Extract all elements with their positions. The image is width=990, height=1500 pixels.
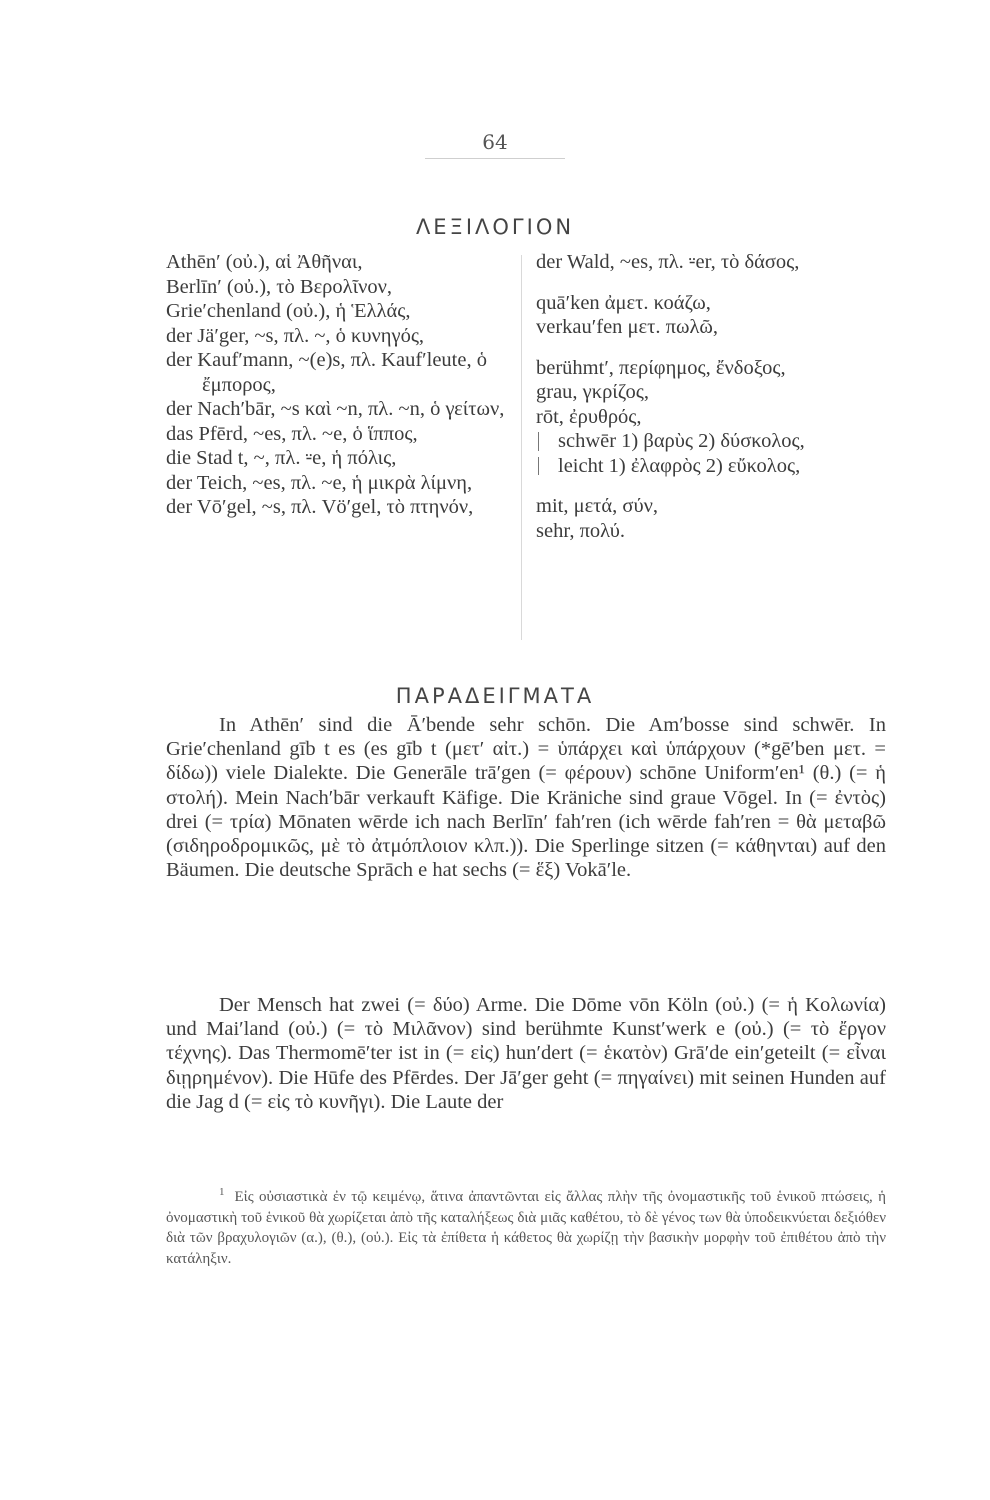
vocab-entry: rōt, ἐρυθρός, <box>536 405 642 428</box>
vocab-entry: der Vō′gel, ~s, πλ. Vö′gel, τὸ πτηνόν, <box>166 496 474 518</box>
example-paragraph: In Athēn′ sind die Ā′bende sehr schōn. Die Am′bosse sind schwēr. In Grie′chenland gīb t es (es gīb t (μετ′ αἰτ.) = ὑπάρχει καὶ ὑπάρχουν (*gē′ben μετ. = δίδω)) viele Dialekte. Die Generāle trā′gen (= φέρουν) schōne Uniform′en¹ (θ.) (= ἡ στολή). Mein Nach′bār verkauft Käfige. Die Kräniche sind graue Vōgel. In (= ἐντὸς) drei (= τρία) Mōnaten wērde ich nach Berlīn′ fah′ren (ich wērde fah′ren = θὰ μεταβῶ (σιδηροδρομικῶς, μὲ τὸ ἀτμόπλοιον κλπ.)). Die Sperlinge sitzen (= κάθηνται) auf den Bäumen. Die deutsche Sprāch e hat sechs (= ἕξ) Vokā′le. <box>166 714 886 882</box>
vocabulary-right-column <box>536 250 921 543</box>
column-divider <box>521 255 522 640</box>
examples-heading: ΠΑΡΑΔΕΙΓΜΑΤΑ <box>395 684 595 708</box>
vocabulary-left-column <box>166 250 511 520</box>
vocab-entry: Athēn′ (οὐ.), αἱ Ἀθῆναι, <box>166 251 363 273</box>
vocab-entry: schwēr 1) βαρὺς 2) δύσκολος, <box>536 429 921 454</box>
vocab-entry: die Stad t, ~, πλ. ⸚e, ἡ πόλις, <box>166 447 397 469</box>
lexicon-heading: ΛΕΞΙΛΟΓΙΟΝ <box>415 215 575 239</box>
vocab-entry: der Wald, ~es, πλ. ⸚er, τὸ δάσος, <box>536 251 800 273</box>
vocab-entry: der Nach′bār, ~s καὶ ~n, πλ. ~n, ὁ γείτων, <box>166 398 505 420</box>
vocab-entry: grau, γκρίζος, <box>536 381 650 403</box>
footnote-marker: 1 <box>219 1186 225 1198</box>
vocab-entry: berühmt′, περίφημος, ἔνδοξος, <box>536 356 786 379</box>
page-number: 64 <box>482 130 508 154</box>
footnote <box>166 1187 886 1269</box>
vocab-entry: das Pfērd, ~es, πλ. ~e, ὁ ἵππος, <box>166 422 418 445</box>
vocab-entry: mit, μετά, σύν, <box>536 495 659 517</box>
vocab-entry: der Teich, ~es, πλ. ~e, ἡ μικρὰ λίμνη, <box>166 471 473 494</box>
header-rule <box>425 158 565 159</box>
vocab-entry: Berlīn′ (οὐ.), τὸ Βερολῖνον, <box>166 275 393 298</box>
vocab-entry: Grie′chenland (οὐ.), ἡ Ἑλλάς, <box>166 300 411 322</box>
footnote-text: Εἰς οὐσιαστικὰ ἐν τῷ κειμένῳ, ἅτινα ἀπαντῶνται εἰς ἄλλας πλὴν τῆς ὀνομαστικῆς τοῦ ἑνικοῦ πτώσεις, ἡ ὀνομαστικὴ τοῦ ἑνικοῦ θὰ χωρίζεται ἀπὸ τῆς καταλήξεως διὰ μιᾶς καθέτου, τὸ δὲ γένος των θὰ ὑποδεικνύεται δεξιόθεν διὰ τῶν βραχυλογιῶν (α.), (θ.), (οὐ.). Εἰς τὰ ἐπίθετα ἡ κάθετος θὰ χωρίζῃ τὴν βασικὴν μορφὴν τοῦ ἐπιθέτου ἀπὸ τὴν κατάληξιν. <box>166 1189 886 1267</box>
vocab-entry: quā′ken ἀμετ. κοάζω, <box>536 291 711 314</box>
vocab-entry: verkau′fen μετ. πωλῶ, <box>536 316 719 338</box>
example-paragraph: Der Mensch hat zwei (= δύο) Arme. Die Dōme vōn Köln (οὐ.) (= ἡ Κολωνία) und Mai′land (οὐ.) (= τὸ Μιλᾶνον) sind berühmte Kunst′werk e (οὐ.) (= τὸ ἔργον τέχνης). Das Thermomē′ter ist in (= εἰς) hun′dert (= ἑκατὸν) Grā′de ein′geteilt (= εἶναι διῃρημένον). Die Hūfe des Pfērdes. Der Jā′ger geht (= πηγαίνει) mit seinen Hunden auf die Jag d (= εἰς τὸ κυνῆγι). Die Laute der <box>166 994 886 1113</box>
vocab-entry: der Kauf′mann, ~(e)s, πλ. Kauf′leute, ὁ ἔμπορος, <box>166 349 487 396</box>
vocab-entry: der Jä′ger, ~s, πλ. ~, ὁ κυνηγός, <box>166 324 425 347</box>
vocab-entry: sehr, πολύ. <box>536 519 626 542</box>
vocab-entry: leicht 1) ἐλαφρὸς 2) εὔκολος, <box>536 454 921 479</box>
